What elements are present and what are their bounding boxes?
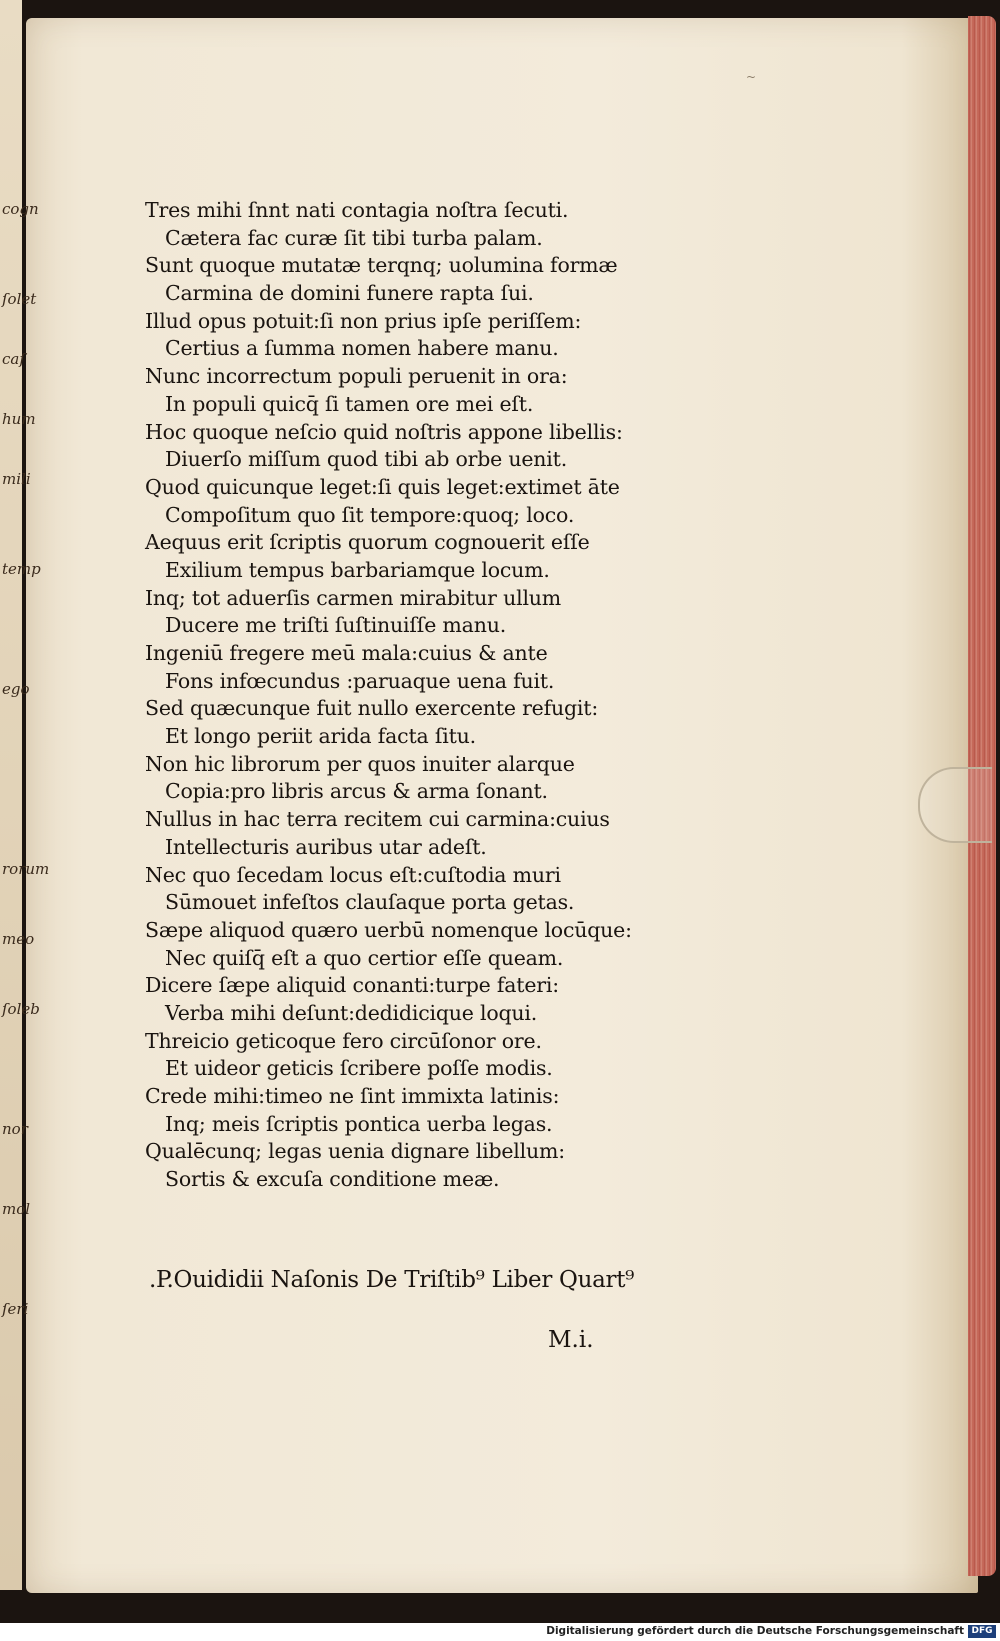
verse-line: Exilium tempus barbariamque locum. <box>165 557 550 582</box>
verse-line: Ingeniū fregere meū mala:cuius & ante <box>145 641 548 665</box>
verse-line: Fons infœcundus :paruaque uena fuit. <box>165 668 555 693</box>
verse-line: Diuerſo miſſum quod tibi ab orbe uenit. <box>165 447 568 472</box>
verse-line: Hoc quoque neſcio quid noſtris appone libellis: <box>145 419 623 444</box>
verse-line: Qualēcunq; legas uenia dignare libellum: <box>145 1139 565 1164</box>
verse-line: Threicio geticoque fero circūſonor ore. <box>145 1028 542 1053</box>
verse-line: Verba mihi deſunt:dedidicique loqui. <box>165 1000 538 1025</box>
verse-line: Copia:pro libris arcus & arma ſonant. <box>165 779 548 804</box>
verse-line: In populi quicq̄ ſi tamen ore mei eſt. <box>165 391 534 416</box>
verse-line: Cætera fac curæ ſit tibi turba palam. <box>165 225 543 250</box>
verse-line: Et uideor geticis ſcribere poſſe modis. <box>165 1056 553 1081</box>
verse-line: Nec quiſq̄ eſt a quo certior eſſe queam. <box>165 945 564 970</box>
verse-line: Quod quicunque leget:ſi quis leget:extimet āte <box>145 474 620 499</box>
verse-line: Sæpe aliquod quæro uerbū nomenque locūque: <box>145 917 632 942</box>
page-clip <box>918 767 992 843</box>
facing-page-edge: cogn ſolet caſ hum mili temp ego rorum meo ſoleb nor mol ſeri <box>0 0 22 1590</box>
verse-line: Sunt quoque mutatæ terqnq; uolumina formæ <box>145 253 618 278</box>
funding-credit: Digitalisierung gefördert durch die Deutsche Forschungsgemeinschaft <box>546 1625 964 1637</box>
verse-line: Nunc incorrectum populi peruenit in ora: <box>145 364 568 389</box>
verse-line: Nullus in hac terra recitem cui carmina:cuius <box>145 807 610 832</box>
footer-bar <box>0 1623 1000 1641</box>
verse-line: Tres mihi ſnnt nati contagia noſtra ſecuti. <box>145 198 569 222</box>
verse-line: Nec quo ſecedam locus eſt:cuſtodia muri <box>145 862 561 887</box>
dfg-logo-icon: DFG <box>968 1625 996 1638</box>
verse-line: Inq; meis ſcriptis pontica uerba legas. <box>165 1111 553 1136</box>
verse-line: Carmina de domini funere rapta ſui. <box>165 281 534 306</box>
verse-line: Sortis & excuſa conditione meæ. <box>165 1167 500 1192</box>
verse-line: Et longo periit arida facta ſitu. <box>165 724 476 749</box>
verse-line: Illud opus potuit:ſi non prius ipſe periſſem: <box>145 308 582 333</box>
verse-line: Certius a ſumma nomen habere manu. <box>165 336 559 361</box>
verse-line: Dicere ſæpe aliquid conanti:turpe fateri: <box>145 973 559 998</box>
verse-line: Compoſitum quo ſit tempore:quoq; loco. <box>165 502 575 527</box>
verse-line: Intellecturis auribus utar adeſt. <box>165 834 487 859</box>
verse-line: Non hic librorum per quos inuiter alarque <box>145 751 575 776</box>
signature-mark: M.i. <box>548 1327 594 1353</box>
verse-line: Sūmouet infeſtos clauſaque porta getas. <box>165 890 575 915</box>
verse-line: Aequus erit ſcriptis quorum cognouerit eſſe <box>145 530 590 555</box>
verse-line: Ducere me triſti ſuſtinuiſſe manu. <box>165 613 507 638</box>
verse-line: Crede mihi:timeo ne ſint immixta latinis: <box>145 1084 560 1108</box>
pencil-mark: ~ <box>746 70 757 84</box>
verse-line: Sed quæcunque fuit nullo exercente refugit: <box>145 696 599 721</box>
verse-line: Inq; tot aduerſis carmen mirabitur ullum <box>145 585 562 610</box>
book-colophon: .P.Ouididii Naſonis De Triſtib⁹ Liber Quart⁹ <box>149 1267 635 1293</box>
verse-text-block <box>145 197 665 1194</box>
